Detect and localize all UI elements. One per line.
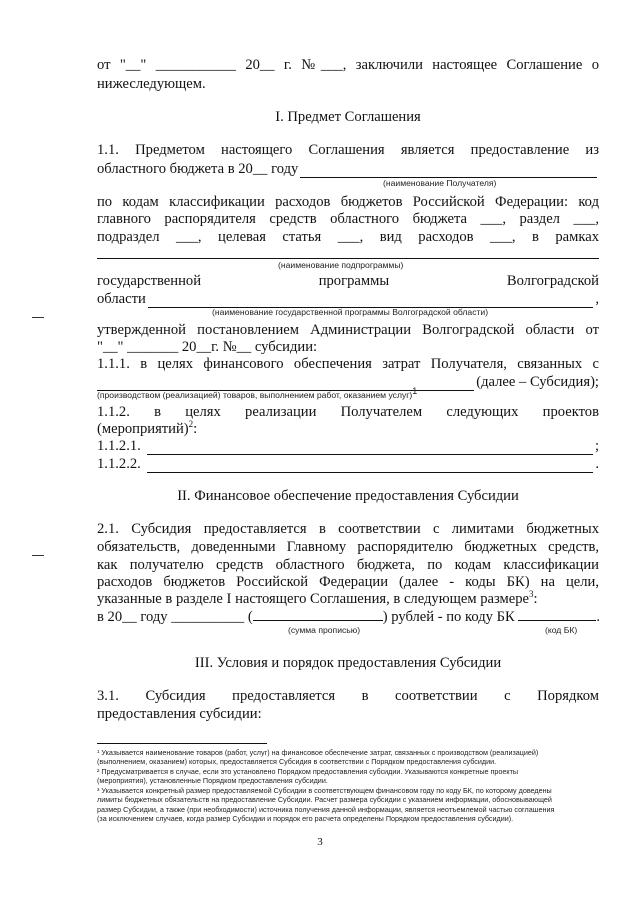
list-item: 1.1.2.2. . xyxy=(97,456,599,472)
blank-field xyxy=(518,607,596,621)
field-caption: (код БК) xyxy=(545,625,578,635)
intro-line: нижеследующем. xyxy=(97,76,206,92)
paragraph-text: области xyxy=(97,291,146,307)
paragraph-line: в 20__ году __________ ( ) рублей - по коду БК . xyxy=(97,609,601,625)
section-title: II. Финансовое обеспечение предоставления Субсидии xyxy=(177,488,519,504)
field-caption: (наименование подпрограммы) xyxy=(278,260,404,270)
paragraph-line: государственной программы Волгоградской xyxy=(97,273,599,289)
footnote-line: размер Субсидии, а также (при необходимости) источника получения данной информации, является неотъемлемой частью соглашения xyxy=(97,805,555,814)
blank-field xyxy=(253,607,383,621)
blank-field xyxy=(148,294,594,308)
paragraph-line: предоставления субсидии: xyxy=(97,706,262,722)
blank-field xyxy=(147,459,594,473)
footnote-line: ² Предусматривается в случае, если это установлено Порядком предоставления субсидии. Указываются конкретные проекты xyxy=(97,767,519,776)
footnote-line: ³ Указывается конкретный размер предоставляемой Субсидии в соответствующем финансовом году по коду БК, по которому доведены xyxy=(97,786,552,795)
margin-mark xyxy=(32,555,44,556)
paragraph-line: главного распорядителя средств областного бюджета ___, раздел ___, xyxy=(97,211,599,227)
field-caption: (наименование государственной программы Волгоградской области) xyxy=(212,307,489,317)
paragraph-line: 1.1. Предметом настоящего Соглашения является предоставление из xyxy=(97,142,599,158)
footnote-ref: 2 xyxy=(188,419,194,430)
paragraph-line: 2.1. Субсидия предоставляется в соответствии с лимитами бюджетных xyxy=(97,521,599,537)
blank-field xyxy=(97,377,474,391)
paragraph-line xyxy=(97,160,599,178)
paragraph-line: 1.1.2. в целях реализации Получателем следующих проектов xyxy=(97,404,599,420)
paragraph-line xyxy=(97,290,599,308)
footnote-line: (выполнением, оказанием) которых, предоставляется Субсидия в соответствии с Порядком предоставления субсидии. xyxy=(97,757,497,766)
paragraph-line: "__" _______ 20__г. №__ субсидии: xyxy=(97,339,318,355)
paragraph-line: утвержденной постановлением Администрации Волгоградской области от xyxy=(97,322,599,338)
paragraph-line: расходов бюджетов Российской Федерации (далее - коды БК) на цели, xyxy=(97,574,599,590)
paragraph-line: по кодам классификации расходов бюджетов Российской Федерации: код xyxy=(97,194,599,210)
paragraph-line: указанные в разделе I настоящего Соглашения, в следующем размере$^3$: xyxy=(97,589,538,607)
paragraph-text: (далее – Субсидия); xyxy=(476,374,599,390)
field-caption: (наименование Получателя) xyxy=(383,178,497,188)
field-caption: (производством (реализацией) товаров, выполнением работ, оказанием услуг)$^1$ xyxy=(97,386,418,400)
intro-line: от "__" ___________ 20__ г. №___, заключили настоящее Соглашение о xyxy=(97,57,599,73)
page-number: 3 xyxy=(317,836,323,848)
paragraph-line xyxy=(97,373,599,391)
paragraph-line: подраздел ___, целевая статья ___, вид расходов ___, в рамках xyxy=(97,229,599,245)
paragraph-line: 1.1.1. в целях финансового обеспечения затрат Получателя, связанных с xyxy=(97,356,599,372)
footnote-separator xyxy=(97,743,267,744)
blank-field xyxy=(300,164,597,178)
section-title: III. Условия и порядок предоставления Субсидии xyxy=(194,655,502,671)
paragraph-line: (мероприятий)$^2$: xyxy=(97,419,198,437)
paragraph-text: областного бюджета в 20__ году xyxy=(97,161,299,177)
list-item: 1.1.2.1. ; xyxy=(97,438,599,454)
margin-mark xyxy=(32,317,44,318)
footnote-line: (за исключением случаев, когда размер Субсидии и порядок его расчета определены Порядком предоставления субсидии). xyxy=(97,814,514,823)
footnote-line: ¹ Указывается наименование товаров (работ, услуг) на финансовое обеспечение затрат, связанных с производством (реализацией) xyxy=(97,748,539,757)
blank-field xyxy=(147,441,593,455)
footnote-ref: 1 xyxy=(412,386,418,397)
footnote-line: лимиты бюджетных обязательств на предоставление Субсидии. Расчет размера субсидии с указанием информации, обосновывающей xyxy=(97,795,552,804)
paragraph-line: как получателю средств областного бюджета, по кодам классификации xyxy=(97,557,599,573)
blank-line xyxy=(97,258,599,259)
footnote-line: (мероприятия), установленные Порядком предоставления субсидии. xyxy=(97,776,328,785)
paragraph-line: 3.1. Субсидия предоставляется в соответствии с Порядком xyxy=(97,688,599,704)
field-caption: (сумма прописью) xyxy=(288,625,361,635)
paragraph-text: , xyxy=(595,291,599,307)
footnote-ref: 3 xyxy=(529,589,534,600)
paragraph-line: обязательств, доведенными Главному распорядителю бюджетных средств, xyxy=(97,539,599,555)
section-title: I. Предмет Соглашения xyxy=(275,109,421,125)
